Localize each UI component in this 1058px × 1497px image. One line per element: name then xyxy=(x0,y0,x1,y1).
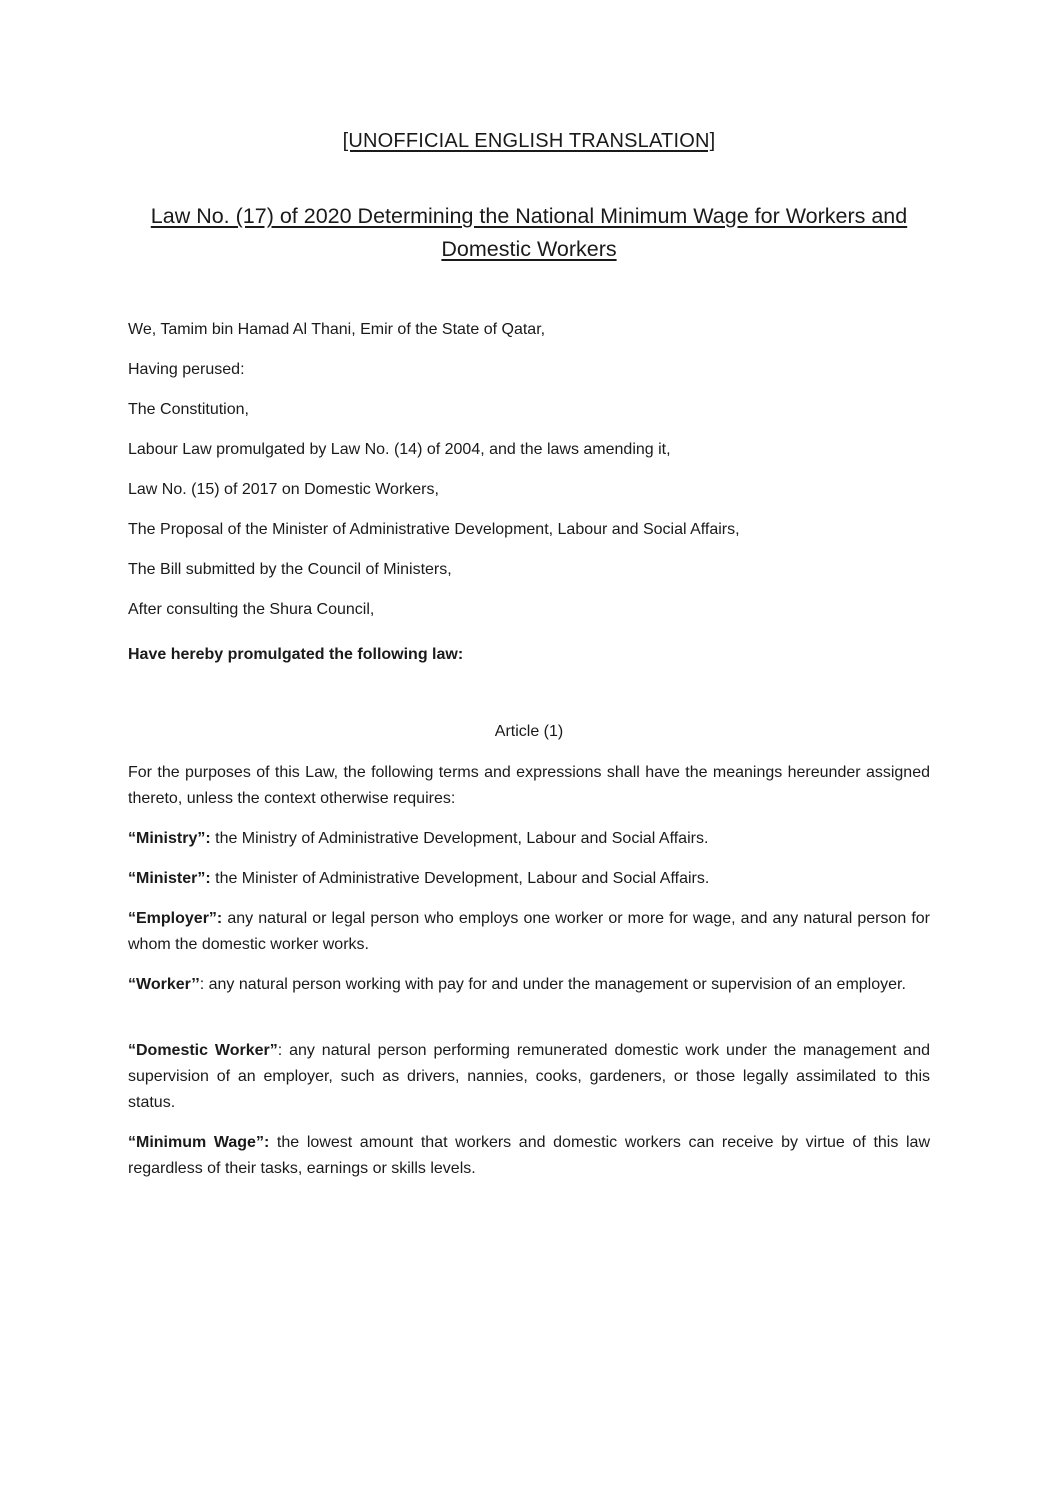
definition-term: “Minister”: xyxy=(128,870,211,887)
definition-text: the lowest amount that workers and domestic workers can receive by virtue of this law regardless of their tasks, earnings or skills levels. xyxy=(128,1134,930,1177)
preamble-line: We, Tamim bin Hamad Al Thani, Emir of the State of Qatar, xyxy=(128,321,546,338)
preamble-line: After consulting the Shura Council, xyxy=(128,601,375,618)
definition-worker xyxy=(128,972,930,998)
preamble-line: The Bill submitted by the Council of Ministers, xyxy=(128,561,452,578)
preamble-line: Labour Law promulgated by Law No. (14) of 2004, and the laws amending it, xyxy=(128,441,671,458)
preamble-line: Law No. (15) of 2017 on Domestic Workers, xyxy=(128,481,439,498)
definition-minister xyxy=(128,866,930,892)
definition-term: “Domestic Worker” xyxy=(128,1042,278,1059)
definition-text: any natural or legal person who employs one worker or more for wage, and any natural person for whom the domestic worker works. xyxy=(128,910,930,953)
article-intro: For the purposes of this Law, the following terms and expressions shall have the meanings hereunder assigned thereto, unless the context otherwise requires: xyxy=(128,764,930,807)
law-title: Law No. (17) of 2020 Determining the National Minimum Wage for Workers and Domestic Workers xyxy=(150,204,908,261)
definition-term: “Employer”: xyxy=(128,910,223,927)
definition-employer xyxy=(128,906,930,958)
preamble-line: The Proposal of the Minister of Administrative Development, Labour and Social Affairs, xyxy=(128,521,740,538)
preamble-line: Having perused: xyxy=(128,361,245,378)
definition-term: “Minimum Wage”: xyxy=(128,1134,270,1151)
article-heading: Article (1) xyxy=(494,723,564,740)
definition-term: “Worker’’ xyxy=(128,976,200,993)
definition-text: : any natural person working with pay for and under the management or supervision of an employer. xyxy=(199,976,906,993)
definition-text: : any natural person performing remunerated domestic work under the management and supervision of an employer, such as drivers, nannies, cooks, gardeners, or those legally assimilated to this status. xyxy=(128,1042,930,1111)
definition-ministry xyxy=(128,826,930,852)
definition-minimum-wage xyxy=(128,1130,930,1182)
preamble-line: The Constitution, xyxy=(128,401,249,418)
definition-text: the Minister of Administrative Development, Labour and Social Affairs. xyxy=(210,870,710,887)
definition-term: “Ministry”: xyxy=(128,830,211,847)
translation-label: [UNOFFICIAL ENGLISH TRANSLATION] xyxy=(342,130,716,152)
definition-domestic-worker xyxy=(128,1038,930,1116)
definition-text: the Ministry of Administrative Development, Labour and Social Affairs. xyxy=(210,830,709,847)
promulgation-statement: Have hereby promulgated the following law: xyxy=(128,646,464,663)
